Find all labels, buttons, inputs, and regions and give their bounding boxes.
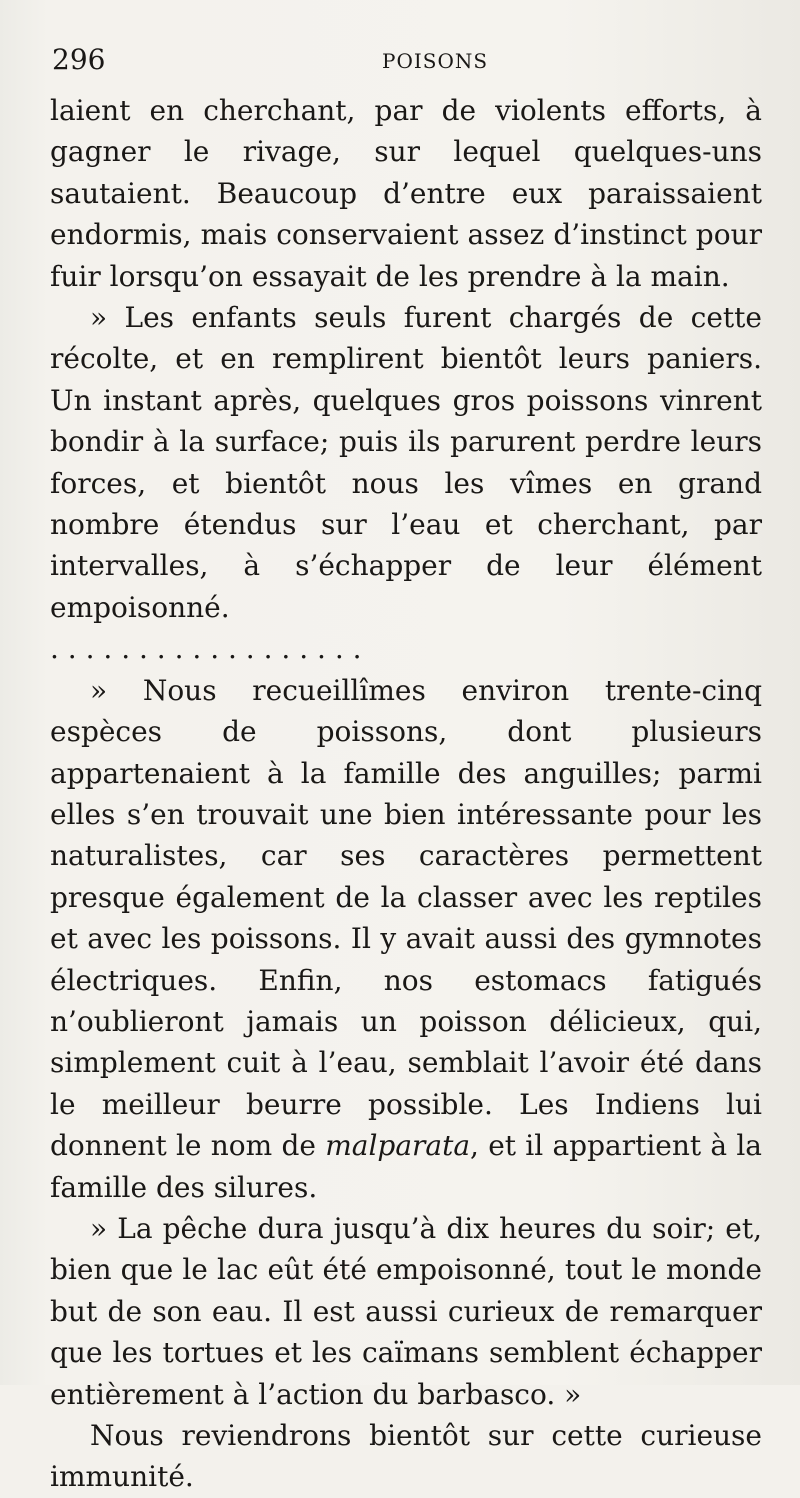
- paragraph-fish-species-text: » Nous recueillîmes environ trente-cinq espèces de poissons, dont plusieurs appartenaient à la famille des anguilles; parmi elles s’en trouvait une bien intéressante pour les naturalistes, car ses caractères permettent presque également de la classer avec les reptiles et avec les poissons. Il y avait aussi des gymnotes électriques. Enfin, nos estomacs fatigués n’oublieront jamais un poisson délicieux, qui, simplement cuit à l’eau, semblait l’avoir été dans le meilleur beurre possible. Les Indiens lui donnent le nom de: [50, 673, 762, 1163]
- page-header: [52, 40, 760, 80]
- paragraph-children-harvest: » Les enfants seuls furent chargés de cette récolte, et en remplirent bientôt leurs paniers. Un instant après, quelques gros poissons vinrent bondir à la surface; puis ils parurent perdre leurs forces, et bientôt nous les vîmes en grand nombre étendus sur l’eau et cherchant, par intervalles, à s’échapper de leur élément empoisonné.: [50, 301, 762, 624]
- paragraph-fish-species-end: , et il appartient à la famille des silures.: [50, 1129, 762, 1204]
- dot-leader: [50, 628, 762, 669]
- page-number: 296: [52, 43, 106, 76]
- body-text: [50, 90, 762, 1498]
- paragraph-continuation: laient en cherchant, par de violents efforts, à gagner le rivage, sur lequel quelques-uns sautaient. Beaucoup d’entre eux paraissaient endormis, mais conservaient assez d’instinct pour fuir lorsqu’on essayait de les prendre à la main.: [50, 94, 762, 293]
- italic-term-malparata: malparata: [325, 1129, 471, 1163]
- dot-leader-text: . . . . . . . . . . . . . . . . . .: [50, 632, 362, 666]
- paragraph-fish-species: [50, 670, 762, 1208]
- running-title: POISONS: [382, 49, 489, 73]
- paragraph-fishing-end: » La pêche dura jusqu’à dix heures du soir; et, bien que le lac eût été empoisonné, tout le monde but de son eau. Il est aussi curieux de remarquer que les tortues et les caïmans semblent échapper entièrement à l’action du barbasco. »: [50, 1211, 762, 1411]
- paragraph-immunity: Nous reviendrons bientôt sur cette curieuse immunité.: [50, 1419, 762, 1494]
